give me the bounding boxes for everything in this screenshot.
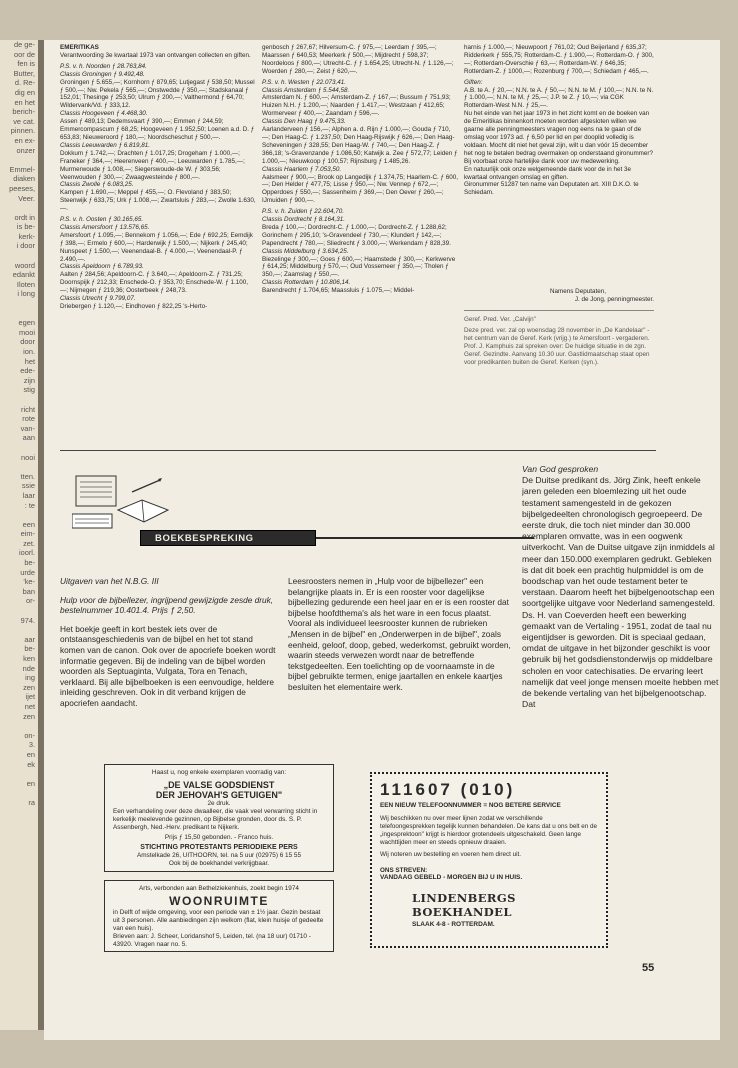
listing-line: Biezelinge ƒ 300,—; Goes ƒ 600,—; Haamstede ƒ 300,—; Kerkwerve ƒ 614,25; Middelburg ƒ 570,—; Oud Vossemeer ƒ 350,—; Tholen ƒ 350,—; Zaamslag ƒ 550,—. — [262, 255, 456, 279]
listing-line: Classis Rotterdam ƒ 10.806,14. — [262, 279, 351, 287]
prev-page-fragment: diaken — [13, 174, 35, 184]
prev-page-fragment: stig — [23, 385, 35, 395]
prev-page-fragment: van- — [20, 423, 35, 433]
listing-line: P.S. v. h. Westen ƒ 22.073,41. — [262, 78, 347, 86]
listing-line: Driebergen ƒ 1.120,—; Eindhoven ƒ 822,25 's-Herto- — [60, 303, 208, 310]
prev-page-fragment: de ge- — [14, 40, 35, 49]
listing-line: Classis Dordrecht ƒ 8.164,31. — [262, 216, 345, 224]
listing-line: Classis Groningen ƒ 9.492,48. — [60, 70, 145, 78]
magazine-page — [44, 40, 720, 1040]
listing-line: Assen ƒ 489,13; Dedemsvaart ƒ 390,—; Emmen ƒ 244,59; Emmercompascum ƒ 68,25; Hoogeveen ƒ 1.952,50; Loenen a.d. D. ƒ 653,83; Nieuweroord ƒ 180,—; Noordscheschut ƒ 500,—. — [60, 118, 255, 141]
page-number: 55 — [642, 962, 655, 974]
listing-line: Amsterdam N. ƒ 600,—; Amsterdam-Z. ƒ 167,—; Bussum ƒ 751,93; Huizen N.H. ƒ 1.200,—; Naarden ƒ 1.417,—; Westzaan ƒ 412,65; Wormerveer ƒ 400,—; Zaandam ƒ 596,—. — [262, 94, 451, 118]
listing-line: Classis Amersfoort ƒ 13.576,65. — [60, 223, 150, 231]
section-header-rule — [316, 537, 534, 539]
prev-page-fragment: ban — [22, 586, 35, 596]
ad2-title: WOONRUIMTE — [169, 894, 269, 908]
prev-page-fragment: ioorl. — [18, 548, 35, 558]
ad1-price: Prijs ƒ 15,50 gebonden. - Franco huis. — [164, 834, 274, 841]
prev-page-fragment: aan — [22, 433, 35, 443]
ad2-text: in Delft of wijde omgeving, voor een periode van ± 1½ jaar. Gezin bestaat uit 3 personen. Alle aanbiedingen zijn welkom (flat, klein huisje of gedeelte van een huis). — [113, 909, 324, 932]
ad2-contact: Brieven aan: J. Scheer, Loridanshof 5, Leiden, tel. (na 18 uur) 01710 - 43920. Vragen naar no. 5. — [113, 933, 311, 948]
ad3-subtitle: EEN NIEUW TELEFOONNUMMER = NOG BETERE SERVICE — [380, 802, 561, 809]
prev-page-fragment: zen — [23, 711, 35, 721]
prev-page-fragment: en — [26, 778, 35, 788]
prev-page-fragment: onzer — [16, 145, 35, 155]
prev-page-fragment: en ex- — [14, 135, 35, 145]
listing-line: Groningen ƒ 5.655,—; Kornhorn ƒ 879,65; Lutjegast ƒ 538,50; Mussel ƒ 500,—; Nw. Pekela ƒ 565,—; Onstwedde ƒ 350,—; Stadskanaal ƒ 152,01; Thesinge ƒ 253,50; Ulrum ƒ 200,—; Valthermond ƒ 64,70; Wildervank/Vd. ƒ 333,12. — [60, 78, 255, 110]
prev-page-fragment: d. Re- — [14, 78, 35, 88]
prev-page-fragment: een — [22, 519, 35, 529]
listing-line: Classis Haarlem ƒ 7.053,50. — [262, 165, 342, 173]
prev-page-fragment: zen — [23, 682, 35, 692]
listing-line: Classis Den Haag ƒ 9.475,33. — [262, 118, 346, 126]
listing-line: Breda ƒ 100,—; Dordrecht-C. ƒ 1.000,—; Dordrecht-Z. ƒ 1.288,62; Gorinchem ƒ 295,10; 's-Gravendeel ƒ 730,—; Klundert ƒ 142,—; Papendrecht ƒ 780,—; Sliedrecht ƒ 3.000,—; Werkendam ƒ 828,39. — [262, 223, 451, 247]
prev-page-fragment: nde — [22, 663, 35, 673]
prev-page-fragment: pinnen. — [10, 126, 35, 136]
ad1-edition: 2e druk. — [207, 800, 231, 807]
ad2-intro: Arts, verbonden aan Bethelziekenhuis, zoekt begin 1974 — [139, 885, 299, 892]
ad-lindenbergs — [370, 772, 608, 948]
prev-page-fragment: 'ke- — [23, 577, 35, 587]
listing-line: Giften: — [464, 78, 483, 86]
section-header: BOEKBESPREKING — [155, 533, 254, 544]
listing-line: EMERITIKAS — [60, 44, 99, 51]
ad3-shop-name: LINDENBERGS BOEKHANDEL — [412, 891, 516, 919]
listing-line: Aarlanderveen ƒ 156,—; Alphen a. d. Rijn ƒ 1.000,—; Gouda ƒ 710,—; Den Haag-C. ƒ 1.237,50; Den Haag-Rijswijk ƒ 626,—; Den Haag-Scheveningen ƒ 328,55; Den Haag-W. ƒ 740,—; Den Haag-Z. ƒ 366,18; 's-Gravenzande ƒ 1.086,50; Katwijk a. Zee ƒ 572,77; Leiden ƒ 1.000,—; Nieuwkoop ƒ 100,57; Rijnsburg ƒ 1.485,26. — [262, 126, 458, 165]
ad1-title-1: „DE VALSE GODSDIENST — [163, 780, 275, 790]
prev-page-fragment: nooi — [21, 452, 35, 462]
prev-page-fragment: laar — [22, 490, 35, 500]
prev-page-fragment: ssie — [21, 481, 35, 491]
prev-page-fragment: fen is — [17, 59, 35, 69]
prev-page-fragment — [0, 155, 38, 165]
prev-page-fragment: be- — [24, 558, 35, 568]
listing-line: harnis ƒ 1.000,—; Nieuwpoort ƒ 761,02; Oud Beijerland ƒ 635,37; Ridderkerk ƒ 555,75; Rotterdam-C. ƒ 1.900,—; Rotterdam-O. ƒ 300,—; Rotterdam-Overschie ƒ 63,—; Rotterdam-W. ƒ 646,35; Rotterdam-Z. ƒ 1000,—; Rozenburg ƒ 700,—; Schiedam ƒ 465,—. — [464, 44, 654, 75]
listing-line: Classis Utrecht ƒ 9.799,07. — [60, 295, 136, 303]
right-text: De Duitse predikant ds. Jörg Zink, heeft enkele jaren geleden een bloemlezing uit het oude testament samengesteld in de gekozen bijbelgedeelten chronologisch gegroepeerd. De eerste druk, die toch niet minder dan 30.000 exemplaren omvatte, was in een oogwenk uitverkocht. Van de Duitse uitgave zijn inmiddels al meer dan 150.000 exemplaren gedrukt. Gebleken is dat dit boek een prachtig hulpmiddel is om de boodschap van het oude testament beter te verstaan. Daarom heeft het bijbelgenootschap een soortgelijke uitgave voor Nederland samengesteld. Ds. H. van Coeverden heeft een bewerking gemaakt van de Vertaling - 1951, zodat de taal nu eigentijdser is geworden. Dit is speciaal gedaan, omdat de uitgave in het bijzonder geschikt is voor gebruik bij het godsdienstonderwijs op middelbare scholen en voor catechisaties. De ervaring leert namelijk dat veel jonge mensen moeite hebben met de bekende vertaling van het bijbelgenootschap. Dat — [522, 475, 719, 710]
ad1-address: Amstelkade 26, UITHOORN, tel. na 5 uur (02975) 6 15 55 — [136, 852, 302, 859]
listing-line: Classis Middelburg ƒ 3.634,25. — [262, 247, 349, 255]
prev-page-fragment: richt — [21, 404, 35, 414]
section-header-bar — [140, 530, 316, 546]
ad1-description: Een verhandeling over deze dwaalleer, die vaak veel verwarring sticht in kerkelijk meelevende gezinnen, op Bijbelse gronden, door ds. S. P. Assenbergh, Ned.-Herv. predikant te Nijkerk. — [113, 808, 318, 831]
listing-line: genbosch ƒ 267,67; Hilversum-C. ƒ 975,—; Leerdam ƒ 395,—; Maarssen ƒ 640,53; Meerkerk ƒ 500,—; Mijdrecht ƒ 598,37; Noordeloos ƒ 800,—; Utrecht-C. ƒ ƒ 1.654,25; Utrecht-N. ƒ 1.126,—; Woerden ƒ 280,—; Zeist ƒ 620,—. — [262, 44, 454, 75]
prev-page-fragment: Iloten — [16, 279, 35, 289]
ad3-phone-number: 111607 (010) — [380, 780, 516, 799]
prev-page-fragment: ve cat. — [13, 116, 35, 126]
prev-page-fragment: 3. — [28, 740, 35, 750]
notice-text: Deze pred. ver. zal op woensdag 28 november in „De Kandelaar" - het centrum van de Geref. Kerk (vrijg.) te Amersfoort - vergaderen. Prof. J. Kamphuis zal spreken over: De huidige situatie in de zgn. Geref. Gezindte. Aanvang 10.30 uur. Gastlidmaatschap staat open voor predikanten buiten de Geref. Kerken (syn.). — [464, 326, 650, 366]
prev-page-fragment: kerk- — [18, 231, 35, 241]
ad3-streven: ONS STREVEN: — [380, 867, 428, 874]
signature-line-2: J. de Jong, penningmeester. — [574, 295, 654, 303]
prev-page-fragment — [0, 769, 38, 779]
notice-title: Geref. Pred. Ver. „Calvijn" — [464, 316, 536, 323]
prev-page-fragment — [0, 462, 38, 472]
notice — [464, 316, 654, 366]
ad1-organisation: STICHTING PROTESTANTS PERIODIEKE PERS — [140, 844, 298, 851]
listing-line: Dokkum ƒ 1.742,—; Drachten ƒ 1.017,25; Drogeham ƒ 1.000,—; Franeker ƒ 364,—; Heerenveen ƒ 400,—; Leeuwarden ƒ 1.785,—; Murmerwoude ƒ 1.008,—; Siegerswoude-de W. ƒ 303,56; Veenwouden ƒ 300,—; Zwaagwesteinde ƒ 800,—. — [60, 149, 245, 181]
prev-page-fragment: edankt — [12, 270, 35, 280]
ad1-shops: Ook bij de boekhandel verkrijgbaar. — [168, 860, 270, 867]
prev-page-fragment: on- — [24, 730, 35, 740]
prev-page-fragment: ion. — [23, 347, 35, 356]
listing-line: Nu het einde van het jaar 1973 in het zicht komt en de boeken van de Emeritikas binnenkort moeten worden afgesloten willen we gaarne alle penningmeesters vragen nog eens na te gaan of de omslag voor 1973 ad. ƒ 6,50 per lid en per dooplid volledig is voldaan. Mocht dit niet het geval zijn, wilt u dan vóór 15 december het nog te betalen bedrag overmaken op onderstaand gironummer? Bij voorbaat onze hartelijke dank voor uw medewerking. — [464, 110, 654, 165]
listing-line: Amersfoort ƒ 1.095,—; Bennekom ƒ 1.056,—; Ede ƒ 692,25; Eemdijk ƒ 398,—; Ermelo ƒ 600,—; Harderwijk ƒ 1.500,—; Nijkerk ƒ 245,40; Nunspeet ƒ 1.500,—; Veenendaal-B. ƒ 4.000,—; Veenendaal-P. ƒ 2.490,—. — [60, 231, 253, 263]
listing-line: Classis Leeuwarden ƒ 6.819,81. — [60, 141, 150, 149]
listing-line: Aalsmeer ƒ 900,—; Brook op Langedijk ƒ 1.374,75; Haarlem-C. ƒ 600,—; Den Helder ƒ 477,75; Lisse ƒ 950,—; Nw. Vennep ƒ 672,—; Opperdoes ƒ 550,—; Sassenheim ƒ 369,—; Den Oever ƒ 260,—; IJmuiden ƒ 900,—. — [262, 173, 458, 205]
ad1-intro: Haast u, nog enkele exemplaren voorradig van: — [151, 769, 287, 776]
prev-page-fragment: i long — [17, 289, 35, 299]
prev-page-fragment — [0, 395, 38, 405]
prev-page-fragment — [0, 443, 38, 453]
review-subtitle: Hulp voor de bijbellezer, ingrijpend gewijzigde zesde druk, bestelnummer 10.401.4. Prijs ƒ 2,50. — [60, 594, 274, 616]
prev-page-fragment — [0, 788, 38, 798]
listing-line: Kampen ƒ 1.690,—; Meppel ƒ 455,—; O. Flevoland ƒ 383,50; Steenwijk ƒ 633,75; Urk ƒ 1.008,—; Zwartsluis ƒ 283,—; Zwolle 1.630,—. — [60, 189, 256, 213]
prev-page-fragment: woord — [14, 260, 35, 270]
listing-line: A.B. te A. ƒ 20,—; N.N. te A. ƒ 50,—; N.N. te M. ƒ 100,—; N.N. te N. ƒ 1.000,—; N.N. te M. ƒ 25,—; J.P. te Z. ƒ 10,—; via CGK Rotterdam-West N.N. ƒ 25,—. — [464, 86, 654, 110]
prev-page-fragment: i door — [16, 241, 35, 251]
ad1-title-2: DER JEHOVAH'S GETUIGEN" — [155, 790, 283, 800]
prev-page-fragment: ing — [25, 673, 35, 683]
listing-line: Classis Apeldoorn ƒ 6.789,93. — [60, 263, 144, 271]
prev-page-fragment: aar — [24, 634, 35, 644]
prev-page-fragment: door — [20, 337, 35, 347]
prev-page-fragment — [0, 625, 38, 635]
prev-page-fragment — [0, 721, 38, 731]
review-heading: Uitgaven van het N.B.G. III — [60, 576, 159, 586]
prev-page-fragment — [0, 251, 38, 261]
prev-page-fragment: berich- — [12, 107, 35, 117]
emeritikas-column-3 — [464, 44, 654, 292]
prev-page-fragment: rote — [22, 414, 35, 424]
emeritikas-column-1 — [60, 44, 256, 448]
divider — [464, 310, 654, 311]
prev-page-fragment: mooi — [18, 327, 35, 337]
review-column-3 — [522, 464, 720, 794]
right-heading: Van God gesproken — [522, 464, 599, 474]
emeritikas-column-2 — [262, 44, 458, 448]
signature — [464, 288, 654, 308]
prev-page-fragment: peeses, — [9, 183, 35, 193]
listing-line: P.S. v. h. Zuiden ƒ 22.604,70. — [262, 208, 345, 216]
section-divider — [60, 450, 656, 451]
books-illustration — [72, 470, 172, 532]
review-paragraph-2: Leesroosters nemen in „Hulp voor de bijbellezer" een belangrijke plaats in. Er is een rooster voor dagelijkse bijbellezing gedurende een heel jaar en er is een rooster dat bijbelse hoofdthema's als het ware in een focus plaatst. Vooral als individueel leesrooster kunnen de rubrieken „Mensen in de bijbel" en „Onderwerpen in de bijbel", zoals eenheid, geloof, doop, gebed, wederkomst, gebruikt worden, waarin steeds verwezen wordt naar de betreffende tekstgedeelten. Een toelichting op de voornaamste in de bijbel gebruikte termen, enige jaartallen en enkele kaartjes besluiten het elementaire werk. — [288, 576, 511, 692]
prev-page-fragment: ijet — [25, 692, 35, 702]
prev-page-fragment: egen — [18, 318, 35, 328]
prev-page-fragment: ek — [27, 759, 35, 769]
prev-page-fragment: zet. — [23, 538, 35, 548]
prev-page-fragment: 974. — [20, 615, 35, 625]
signature-line-1: Namens Deputaten, — [549, 288, 606, 295]
prev-page-fragment: oor de — [14, 49, 35, 59]
prev-page-fragment — [0, 309, 38, 319]
prev-page-fragment — [0, 203, 38, 213]
listing-line: P.S. v. h. Noorden ƒ 28.763,84. — [60, 62, 147, 70]
listing-line: Classis Zwolle ƒ 6.083,25. — [60, 181, 134, 189]
prev-page-fragment: is be- — [16, 222, 35, 232]
listing-line: Gironummer 51287 ten name van Deputaten art. XIII D.K.O. te Schiedam. — [464, 181, 639, 197]
prev-page-fragment: tten. — [20, 471, 35, 481]
ad3-slogan: VANDAAG GEBELD - MORGEN BIJ U IN HUIS. — [380, 874, 523, 881]
listing-line: Aalten ƒ 284,56; Apeldoorn-C. ƒ 3.640,—; Apeldoorn-Z. ƒ 731,25; Doornspijk ƒ 212,33; Enschede-O. ƒ 353,70; Enschede-W. ƒ 1.100,—; Nijmegen ƒ 219,36; Oosterbeek ƒ 248,73. — [60, 271, 248, 295]
review-column-2 — [288, 576, 514, 786]
prev-page-fragment: zijn — [23, 375, 35, 385]
listing-line: Classis Hoogeveen ƒ 4.468,30. — [60, 110, 148, 118]
prev-page-fragment: ede- — [20, 366, 35, 376]
listing-line: Barendrecht ƒ 1.704,65; Maassluis ƒ 1.075,—; Middel- — [262, 287, 415, 295]
prev-page-fragment: ordt in — [14, 212, 35, 222]
prev-page-fragment: ken — [23, 654, 35, 663]
prev-page-fragment: Butter, — [13, 68, 35, 78]
prev-page-fragment: or- — [25, 596, 35, 606]
prev-page-fragment: het — [24, 356, 35, 366]
prev-page-fragment: : te — [24, 500, 35, 510]
ad3-paragraph-2: Wij noteren uw bestelling en voeren hem direct uit. — [380, 851, 522, 858]
review-paragraph-1: Het boekje geeft in kort bestek iets over de ontstaansgeschiedenis van de bijbel en het tot stand komen van de canon. Ook over de apocriefe boeken wordt informatie gegeven. Bij de indeling van de bijbel worden woorden als Septuaginta, Vulgata, Tora en Tenach, verklaard. Bij alle bijbelboeken is een eenvoudige, heldere inleiding geschreven. Ook in dit verband krijgen de apocriefen aandacht. — [60, 623, 276, 708]
prev-page-fragment: en — [26, 749, 35, 759]
prev-page-fragment: Emmel- — [9, 164, 35, 174]
prev-page-fragment: en het — [14, 97, 35, 107]
prev-page-fragment — [0, 510, 38, 520]
prev-page-fragment: net — [24, 701, 35, 711]
prev-page-fragment: ra — [28, 797, 35, 807]
ad-valse-godsdienst — [104, 764, 334, 872]
ad3-address: SLAAK 4-8 - ROTTERDAM. — [412, 921, 495, 928]
ad-woonruimte — [104, 880, 334, 952]
prev-page-fragment — [0, 299, 38, 309]
prev-page-fragment: Veer. — [18, 193, 35, 203]
prev-page-fragment: be- — [24, 644, 35, 654]
listing-line: P.S. v. h. Oosten ƒ 30.165,65. — [60, 216, 144, 224]
listing-line: Classis Amsterdam ƒ 5.544,58. — [262, 86, 350, 94]
previous-page-edge — [0, 40, 38, 1030]
listing-line: En natuurlijk ook onze welgemeende dank voor de in het 3e kwartaal ontvangen omslag en giften. — [464, 165, 631, 181]
prev-page-fragment: dig en — [14, 87, 35, 97]
prev-page-fragment — [0, 606, 38, 616]
review-column-1 — [60, 576, 280, 786]
prev-page-fragment: eim- — [20, 529, 35, 539]
listing-line: Verantwoording 3e kwartaal 1973 van ontvangen collecten en giften. — [60, 51, 251, 59]
prev-page-fragment: urde — [20, 567, 35, 577]
ad3-paragraph-1: Wij beschikken nu over meer lijnen zodat we verschillende telefoongesprekken tegelijk kunnen behandelen. De kans dat u ons belt en de „ingesprektoon" krijgt is hierdoor grotendeels uitgeschakeld. Geen lange wachttijden meer en steeds opnieuw draaien. — [380, 815, 598, 846]
